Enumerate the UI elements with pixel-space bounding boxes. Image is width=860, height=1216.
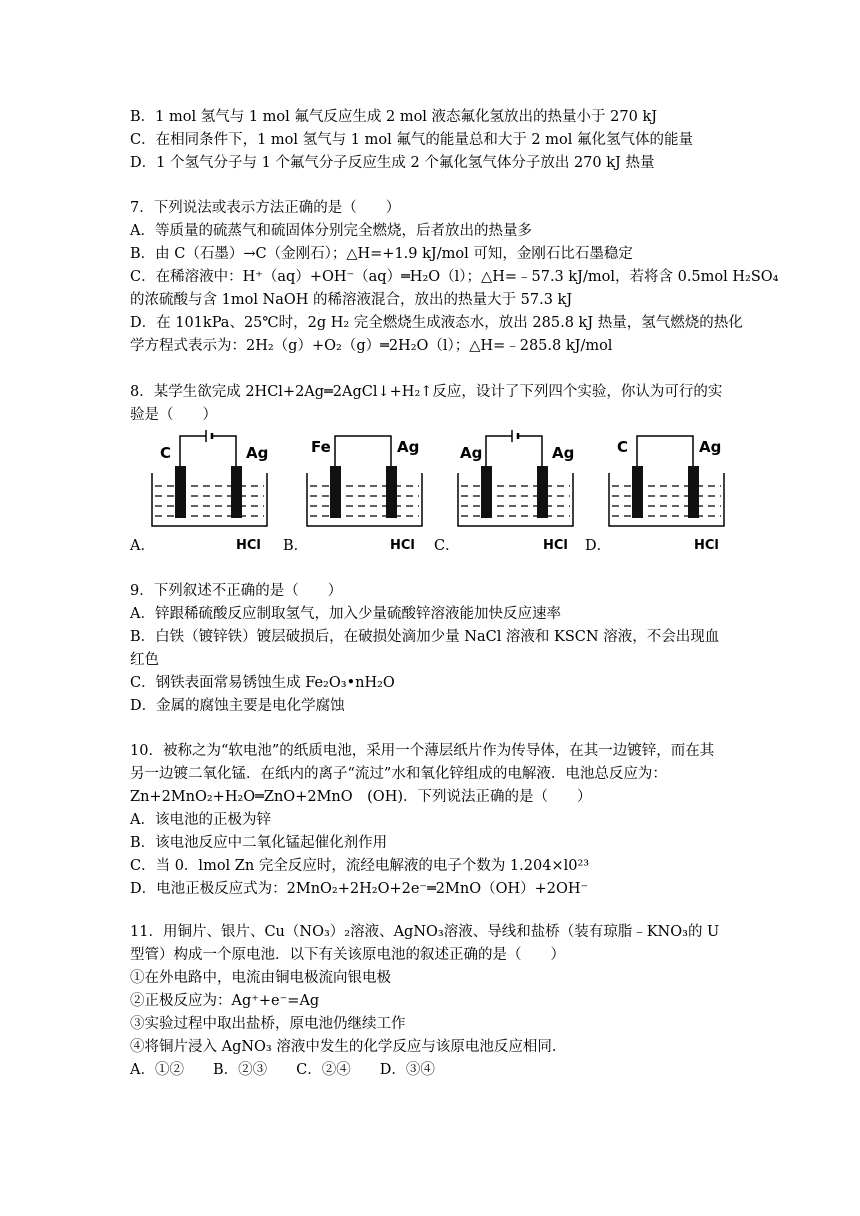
q8-figure-d (607, 428, 727, 528)
figure-a-left-electrode: C (160, 444, 172, 462)
q8-stem-cont: 验是（ ） (130, 407, 217, 423)
q11-stem: 11．用铜片、银片、Cu（NO₃）₂溶液、AgNO₃溶液、导线和盐桥（装有琼脂﹣KNO₃的 U (130, 924, 720, 940)
q9-option-b: B．白铁（镀锌铁）镀层破损后，在破损处滴加少量 NaCl 溶液和 KSCN 溶液，不会出现血 (130, 629, 720, 645)
q7-option-a: A．等质量的硫蒸气和硫固体分别完全燃烧，后者放出的热量多 (130, 223, 532, 239)
q6-option-d: D．1 个氢气分子与 1 个氟气分子反应生成 2 个氟化氢气体分子放出 270 kJ 热量 (130, 155, 655, 171)
q6-option-b: B．1 mol 氢气与 1 mol 氟气反应生成 2 mol 液态氟化氢放出的热量小于 270 kJ (130, 109, 658, 125)
q9-option-a: A．锌跟稀硫酸反应制取氢气，加入少量硫酸锌溶液能加快反应速率 (130, 606, 561, 622)
q8-option-b-label: B． (283, 538, 309, 554)
q11-statement-2: ②正极反应为：Ag⁺+e⁻=Ag (130, 993, 320, 1009)
q11-statement-4: ④将铜片浸入 AgNO₃ 溶液中发生的化学反应与该原电池反应相同． (130, 1039, 567, 1055)
q10-stem-cont-2: Zn+2MnO₂+H₂O═ZnO+2MnO (OH)．下列说法正确的是（ ） (130, 789, 592, 805)
q10-option-a: A．该电池的正极为锌 (130, 812, 271, 828)
figure-d-left-electrode: C (617, 438, 629, 456)
q9-stem: 9．下列叙述不正确的是（ ） (130, 583, 343, 599)
q9-option-b-cont: 红色 (130, 652, 159, 668)
q10-option-d: D．电池正极反应式为：2MnO₂+2H₂O+2e⁻═2MnO（OH）+2OH⁻ (130, 881, 589, 897)
q7-option-c: C．在稀溶液中：H⁺（aq）+OH⁻（aq）═H₂O（l）；△H=﹣57.3 kJ/mol，若将含 0.5mol H₂SO₄ (130, 269, 779, 285)
q7-option-d: D．在 101kPa、25℃时，2g H₂ 完全燃烧生成液态水，放出 285.8 kJ 热量，氢气燃烧的热化 (130, 315, 743, 331)
q7-option-c-cont: 的浓硫酸与含 1mol NaOH 的稀溶液混合，放出的热量大于 57.3 kJ (130, 292, 573, 308)
figure-c-right-electrode: Ag (552, 444, 575, 462)
q7-stem: 7．下列说法或表示方法正确的是（ ） (130, 200, 401, 216)
figure-d-right-electrode: Ag (699, 438, 722, 456)
q11-statement-1: ①在外电路中，电流由铜电极流向银电极 (130, 970, 391, 986)
q7-option-b: B．由 C（石墨）→C（金刚石）；△H=+1.9 kJ/mol 可知，金刚石比石墨稳定 (130, 246, 633, 262)
figure-b-left-electrode: Fe (311, 438, 331, 456)
q11-answer-options: A．①② B．②③ C．②④ D．③④ (130, 1062, 435, 1078)
q8-figure-a (150, 428, 270, 528)
q10-option-b: B．该电池反应中二氧化锰起催化剂作用 (130, 835, 388, 851)
q10-option-c: C．当 0．lmol Zn 完全反应时，流经电解液的电子个数为 1.204×l0²³ (130, 858, 590, 874)
q8-option-a-label: A． (130, 538, 155, 554)
q8-figure-b (305, 428, 425, 528)
q8-figure-d-solution: HCl (694, 538, 719, 553)
q8-figure-b-solution: HCl (390, 538, 415, 553)
q9-option-d: D．金属的腐蚀主要是电化学腐蚀 (130, 698, 345, 714)
figure-c-left-electrode: Ag (460, 444, 483, 462)
figure-b-right-electrode: Ag (397, 438, 420, 456)
q8-figure-c (456, 428, 576, 528)
q11-stem-cont: 型管）构成一个原电池．以下有关该原电池的叙述正确的是（ ） (130, 947, 565, 963)
q11-statement-3: ③实验过程中取出盐桥，原电池仍继续工作 (130, 1016, 406, 1032)
q8-figure-a-solution: HCl (236, 538, 261, 553)
q8-stem: 8．某学生欲完成 2HCl+2Ag═2AgCl↓+H₂↑反应，设计了下列四个实验，你认为可行的实 (130, 384, 723, 400)
q8-option-d-label: D． (585, 538, 612, 554)
q8-option-c-label: C． (434, 538, 460, 554)
q8-figure-c-solution: HCl (543, 538, 568, 553)
q10-stem: 10．被称之为“软电池”的纸质电池，采用一个薄层纸片作为传导体，在其一边镀锌，而在其 (130, 743, 715, 759)
figure-a-right-electrode: Ag (246, 444, 269, 462)
q10-stem-cont-1: 另一边镀二氧化锰．在纸内的离子“流过”水和氧化锌组成的电解液．电池总反应为： (130, 766, 667, 782)
q6-option-c: C．在相同条件下，1 mol 氢气与 1 mol 氟气的能量总和大于 2 mol 氟化氢气体的能量 (130, 132, 693, 148)
q9-option-c: C．钢铁表面常易锈蚀生成 Fe₂O₃•nH₂O (130, 675, 395, 691)
q7-option-d-cont: 学方程式表示为：2H₂（g）+O₂（g）═2H₂O（l）；△H=﹣285.8 kJ/mol (130, 338, 613, 354)
